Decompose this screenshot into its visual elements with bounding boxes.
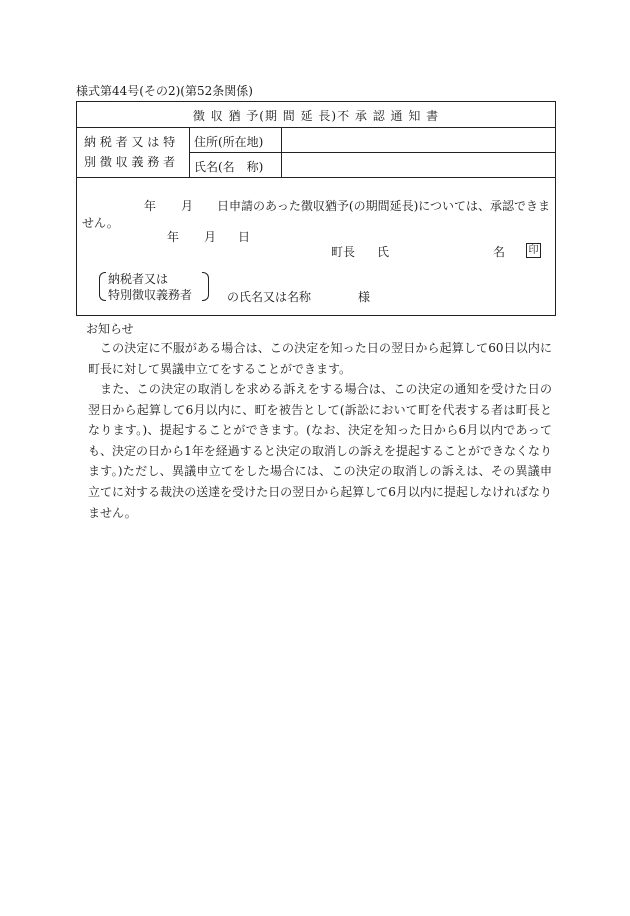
- addressee-line1: 納税者又は: [108, 272, 169, 286]
- right-bracket: [202, 272, 209, 301]
- form-number-label: 様式第44号(その2)(第52条関係): [76, 84, 253, 98]
- mayor-title: 町長: [331, 245, 356, 259]
- date-month: 月: [204, 230, 217, 244]
- taxpayer-label-line2: 別 徴 収 義 務 者: [84, 155, 176, 169]
- divider: [77, 177, 555, 178]
- date-year: 年: [167, 230, 180, 244]
- date-day: 日: [238, 230, 251, 244]
- notice-heading: お知らせ: [86, 322, 134, 336]
- mayor-given-name: 名: [493, 245, 506, 259]
- divider: [189, 152, 555, 153]
- divider: [189, 127, 190, 177]
- request-text-continuation: せん。: [82, 216, 119, 230]
- mayor-family-name: 氏: [377, 245, 390, 259]
- request-month: 月: [181, 199, 194, 213]
- document-title: 徴 収 猶 予(期 間 延 長)不 承 認 通 知 書: [192, 109, 440, 123]
- request-year: 年: [144, 199, 157, 213]
- addressee-suffix: の氏名又は名称: [227, 290, 312, 304]
- seal-icon: 印: [526, 243, 541, 258]
- notice-form-frame: [76, 101, 556, 316]
- address-label: 住所(所在地): [194, 135, 264, 149]
- taxpayer-label-line1: 納 税 者 又 は 特: [84, 135, 176, 149]
- divider: [77, 127, 555, 128]
- notice-paragraph-1: この決定に不服がある場合は、この決定を知った日の翌日から起算して60日以内に町長に対して異議申立てをすることができます。: [88, 341, 552, 376]
- name-label: 氏名(名 称): [194, 160, 264, 174]
- honorific: 様: [358, 290, 371, 304]
- notice-paragraph-2: また、この決定の取消しを求める訴えをする場合は、この決定の通知を受けた日の翌日から起算して6月以内に、町を被告として(訴訟において町を代表する者は町長となります。)、提起することができます。(なお、決定を知った日から6月以内であっても、決定の日から1年を経過すると決定の取消しの訴えを提起することができなくなります。)ただし、異議申立てをした場合には、この決定の取消しの訴えは、その異議申立てに対する裁決の送達を受けた日の翌日から起算して6月以内に提起しなければなりません。: [88, 382, 552, 520]
- left-bracket: [99, 272, 106, 301]
- divider: [281, 127, 282, 177]
- addressee-line2: 特別徴収義務者: [108, 288, 193, 302]
- request-text: 日申請のあった徴収猶予(の期間延長)については、承認できま: [217, 199, 551, 213]
